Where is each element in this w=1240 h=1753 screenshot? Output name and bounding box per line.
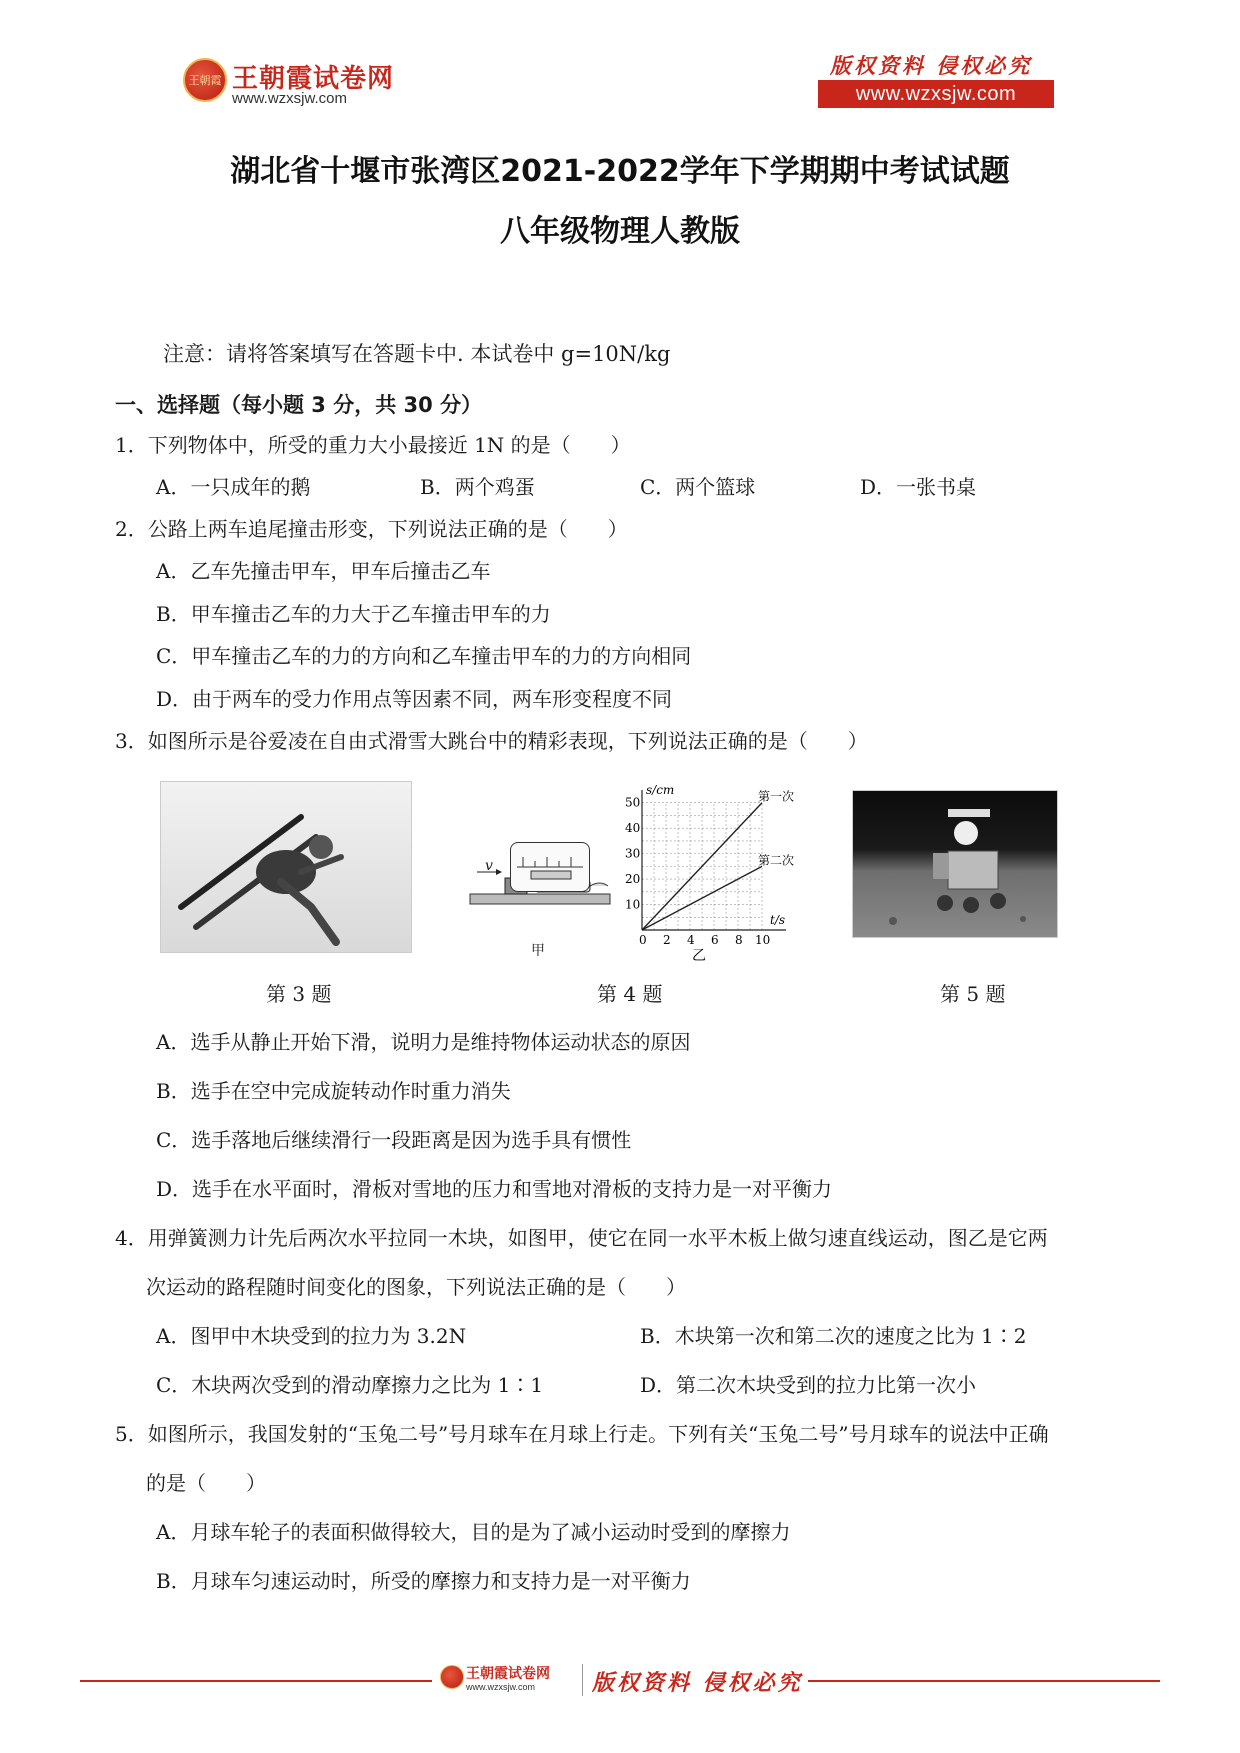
scale-magnified-callout <box>510 842 590 892</box>
footer-logo-icon <box>440 1665 464 1689</box>
section-heading: 一、选择题（每小题 3 分，共 30 分） <box>115 393 483 417</box>
velocity-label: v <box>485 858 493 874</box>
q2-option-a: A．乙车先撞击甲车，甲车后撞击乙车 <box>156 559 491 583</box>
q4-stem-line2: 次运动的路程随时间变化的图象，下列说法正确的是（ ） <box>146 1275 686 1299</box>
logo-seal-icon <box>183 58 227 102</box>
y-tick-label: 10 <box>625 897 641 912</box>
figure-label-yi: 乙 <box>692 948 706 964</box>
q1-option-b: B．两个鸡蛋 <box>420 475 535 499</box>
q5-stem-line2: 的是（ ） <box>146 1471 266 1495</box>
moon-rover-photo <box>852 790 1058 938</box>
q1-stem: 1．下列物体中，所受的重力大小最接近 1N 的是（ ） <box>115 433 631 457</box>
y-tick-label: 20 <box>625 872 641 887</box>
q4-stem-line1: 4．用弹簧测力计先后两次水平拉同一木块，如图甲，使它在同一水平木板上做匀速直线运动，图乙是它两 <box>115 1226 1048 1250</box>
x-tick-label: 8 <box>735 933 743 947</box>
copyright-notice: 版权资料 侵权必究 <box>830 53 1033 78</box>
chart-series <box>642 789 794 930</box>
footer-logo-name: 王朝霞试卷网 <box>466 1666 550 1682</box>
scale-ticks <box>511 843 589 891</box>
page-subtitle: 八年级物理人教版 <box>500 214 740 249</box>
q1-option-a: A．一只成年的鹅 <box>156 475 311 499</box>
y-tick-label: 40 <box>625 821 641 836</box>
q5-option-b: B．月球车匀速运动时，所受的摩擦力和支持力是一对平衡力 <box>156 1569 691 1593</box>
series-label-1: 第一次 <box>758 789 795 804</box>
q1-option-c: C．两个篮球 <box>640 475 756 499</box>
q2-option-b: B．甲车撞击乙车的力大于乙车撞击甲车的力 <box>156 602 551 626</box>
logo-name: 王朝霞试卷网 <box>232 64 395 94</box>
figure-label-jia: 甲 <box>531 943 545 959</box>
x-tick-label: 6 <box>711 933 719 947</box>
skier-illustration <box>161 782 411 952</box>
q4-option-d: D．第二次木块受到的拉力比第一次小 <box>640 1373 977 1397</box>
q3-option-b: B．选手在空中完成旋转动作时重力消失 <box>156 1079 511 1103</box>
exam-note: 注意：请将答案填写在答题卡中. 本试卷中 g=10N/kg <box>163 342 671 366</box>
q5-stem-line1: 5．如图所示，我国发射的“玉兔二号”号月球车在月球上行走。下列有关“玉兔二号”号月球车的说法中正确 <box>115 1422 1049 1446</box>
q2-option-c: C．甲车撞击乙车的力的方向和乙车撞击甲车的力的方向相同 <box>156 644 692 668</box>
skier-photo <box>160 781 412 953</box>
q1-option-d: D．一张书桌 <box>860 475 977 499</box>
page-title: 湖北省十堰市张湾区2021-2022学年下学期期中考试试题 <box>230 154 1010 189</box>
series-label-2: 第二次 <box>758 853 795 868</box>
q5-option-a: A．月球车轮子的表面积做得较大，目的是为了减小运动时受到的摩擦力 <box>156 1520 791 1544</box>
logo-url[interactable]: www.wzxsjw.com <box>232 90 348 107</box>
y-axis-label: s/cm <box>646 783 675 797</box>
footer-url[interactable]: www.wzxsjw.com <box>466 1682 536 1692</box>
footer-separator <box>582 1664 583 1696</box>
x-tick-label: 2 <box>663 933 671 947</box>
footer-rule-right <box>808 1680 1160 1682</box>
q3-stem: 3．如图所示是谷爱凌在自由式滑雪大跳台中的精彩表现，下列说法正确的是（ ） <box>115 729 868 753</box>
q4-option-b: B．木块第一次和第二次的速度之比为 1∶2 <box>640 1324 1027 1348</box>
q3-option-c: C．选手落地后继续滑行一段距离是因为选手具有惯性 <box>156 1128 632 1152</box>
x-axis-label: t/s <box>770 913 786 927</box>
q2-stem: 2．公路上两车追尾撞击形变，下列说法正确的是（ ） <box>115 517 628 541</box>
y-tick-label: 30 <box>625 846 641 861</box>
figure-caption-q5: 第 5 题 <box>940 982 1006 1006</box>
q4-option-a: A．图甲中木块受到的拉力为 3.2N <box>156 1324 467 1348</box>
st-chart <box>620 770 810 964</box>
y-tick-label: 50 <box>625 795 641 810</box>
q3-option-a: A．选手从静止开始下滑，说明力是维持物体运动状态的原因 <box>156 1030 691 1054</box>
x-tick-label: 4 <box>687 933 695 947</box>
figure-caption-q4: 第 4 题 <box>597 982 663 1006</box>
x-tick-label: 10 <box>755 933 771 947</box>
x-tick-label: 0 <box>639 933 647 947</box>
footer-copyright: 版权资料 侵权必究 <box>592 1670 803 1696</box>
q4-option-c: C．木块两次受到的滑动摩擦力之比为 1∶1 <box>156 1373 544 1397</box>
footer-rule-left <box>80 1680 432 1682</box>
figure-caption-q3: 第 3 题 <box>266 982 332 1006</box>
moon-rover-illustration <box>853 791 1057 937</box>
q2-option-d: D．由于两车的受力作用点等因素不同，两车形变程度不同 <box>156 687 673 711</box>
q3-option-d: D．选手在水平面时，滑板对雪地的压力和雪地对滑板的支持力是一对平衡力 <box>156 1177 833 1201</box>
logo-seal-text: 王朝霞 <box>188 74 222 87</box>
website-url-box[interactable]: www.wzxsjw.com <box>818 80 1054 108</box>
